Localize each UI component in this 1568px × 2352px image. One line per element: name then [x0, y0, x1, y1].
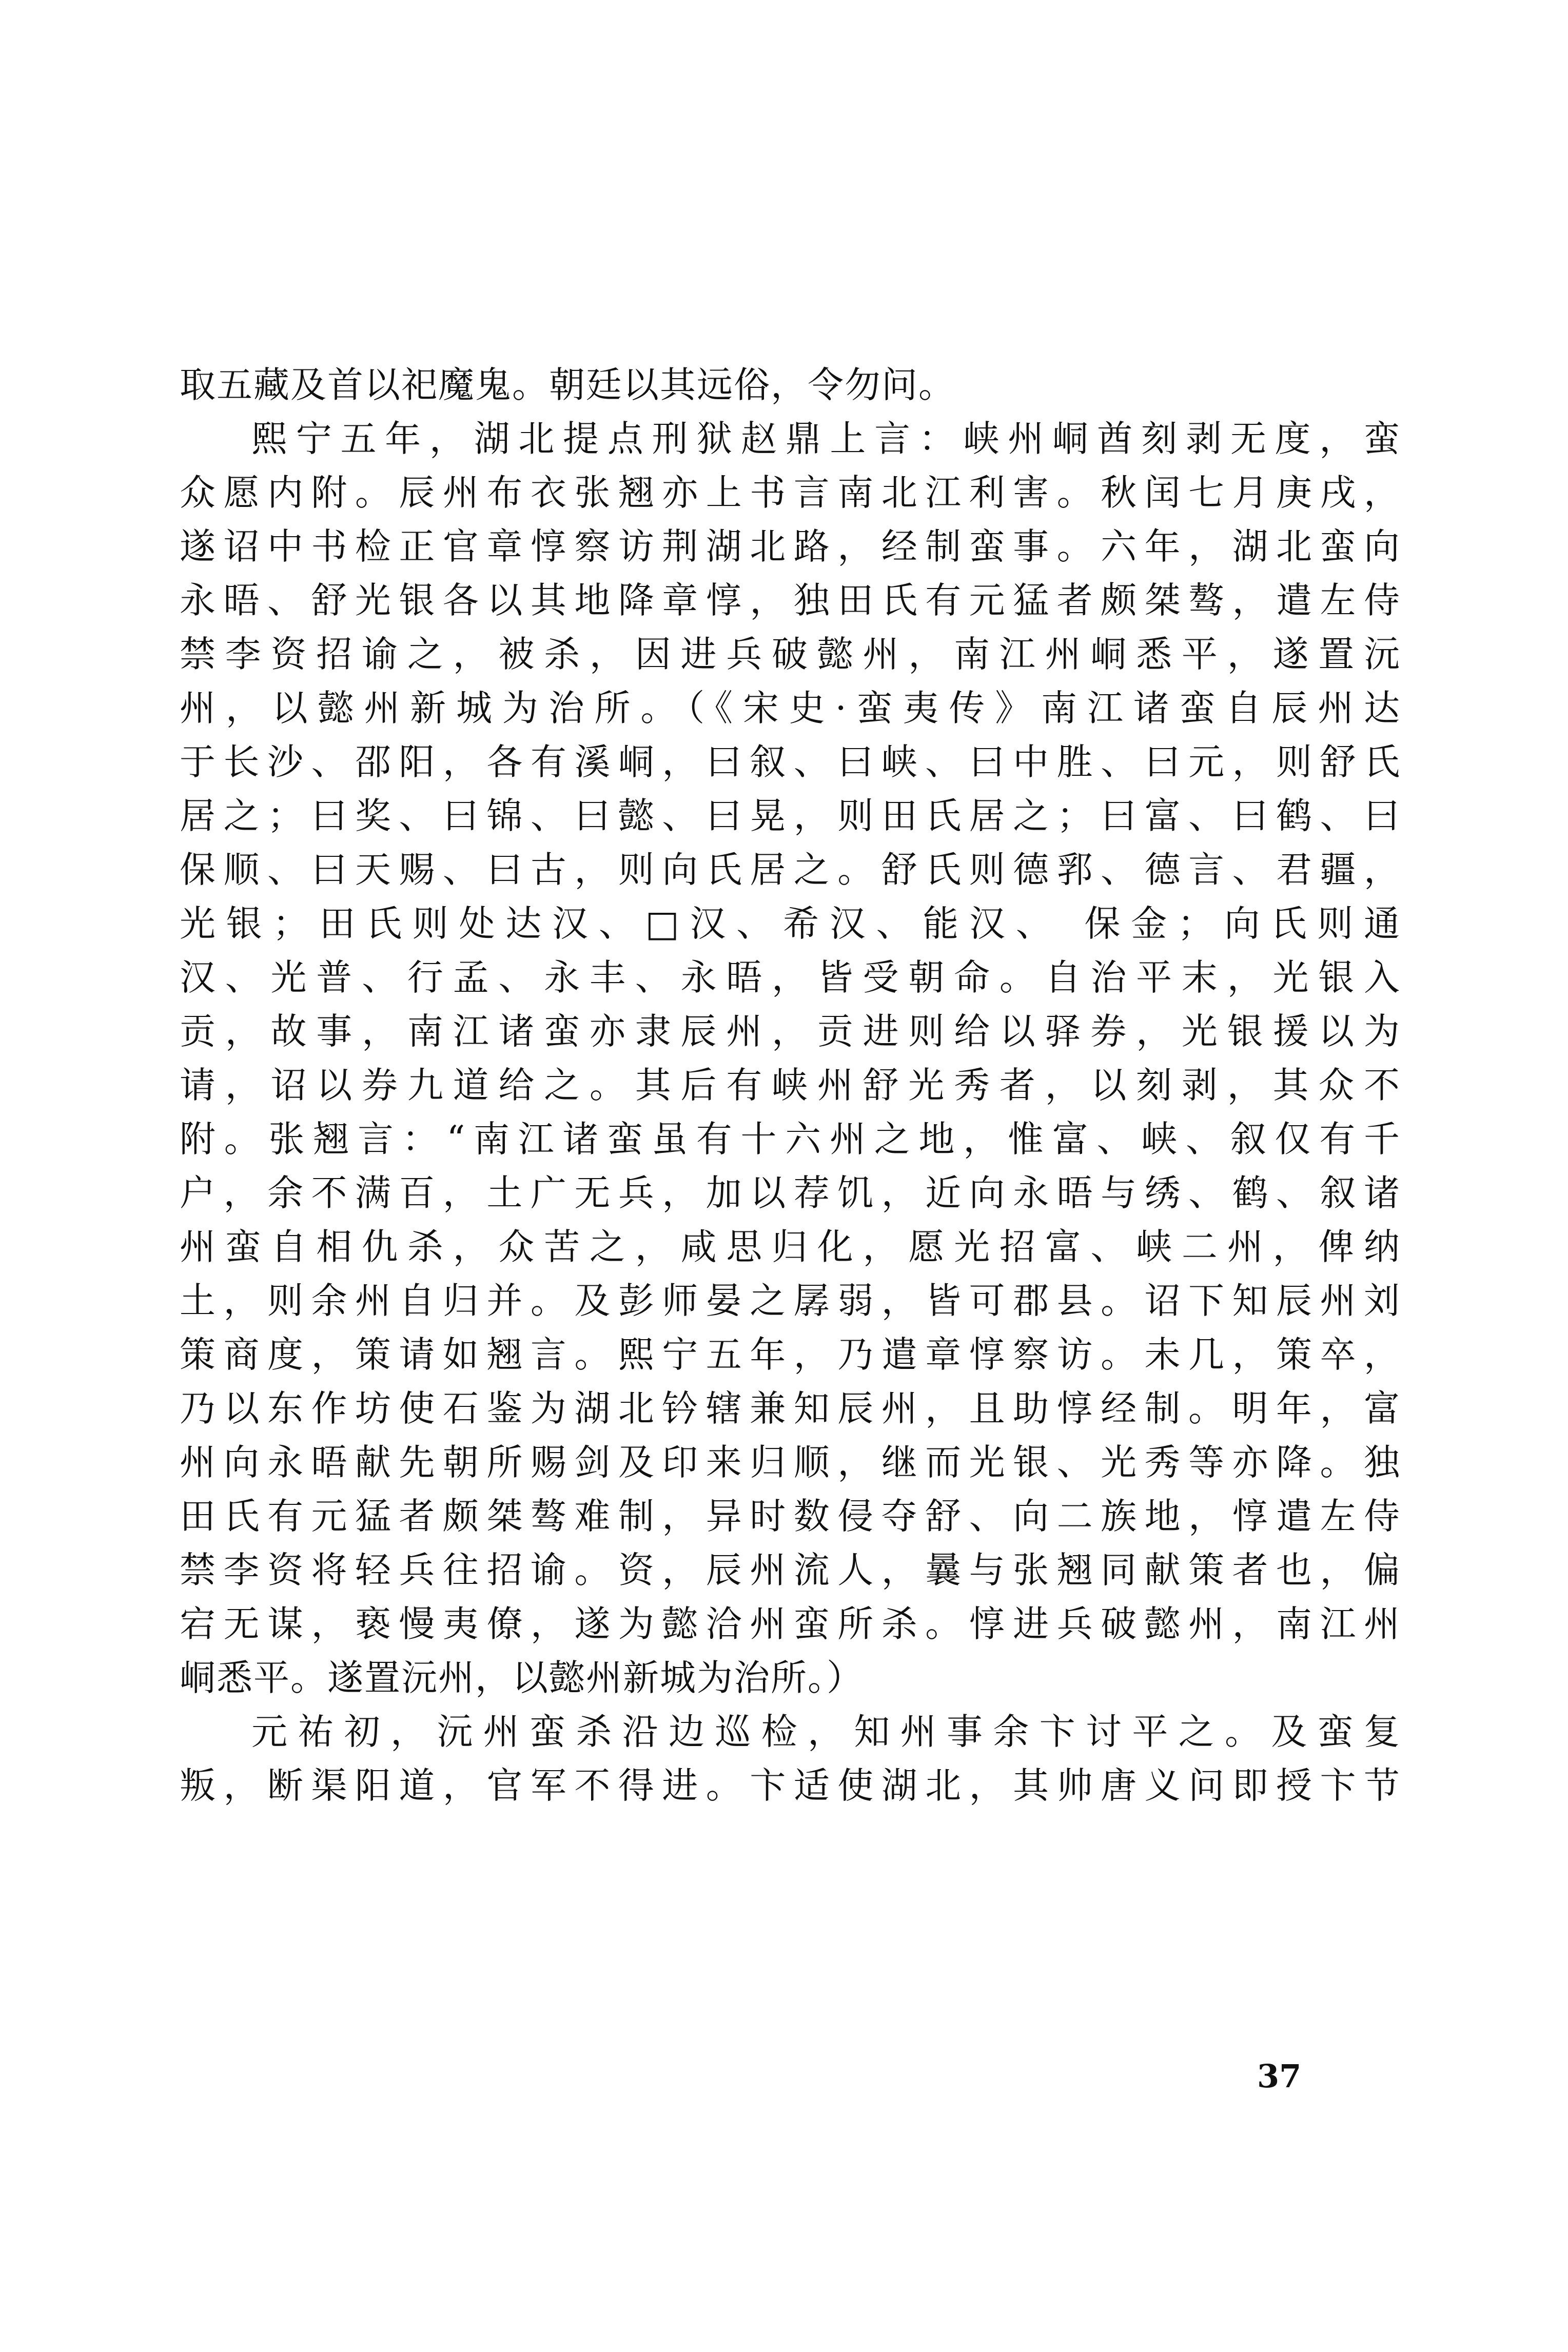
text-line: 叛，断渠阳道，官军不得进。卞适使湖北，其帅唐义问即授卞节 — [180, 1765, 1401, 1807]
text-line: 熙宁五年，湖北提点刑狱赵鼎上言：峡州峒酋刻剥无度，蛮 — [251, 418, 1401, 460]
text-line: 请，诏以券九道给之。其后有峡州舒光秀者，以刻剥，其众不 — [180, 1064, 1401, 1106]
text-line: 附。张翘言：“南江诸蛮虽有十六州之地，惟富、峡、叙仅有千 — [180, 1118, 1401, 1160]
text-line: 州，以懿州新城为治所。（《宋史·蛮夷传》南江诸蛮自辰州达 — [180, 687, 1401, 729]
text-line: 遂诏中书检正官章惇察访荆湖北路，经制蛮事。六年，湖北蛮向 — [180, 525, 1401, 567]
page-number: 37 — [1257, 2057, 1302, 2095]
text-line: 宕无谋，亵慢夷僚，遂为懿洽州蛮所杀。惇进兵破懿州，南江州 — [180, 1603, 1401, 1645]
text-line: 贡，故事，南江诸蛮亦隶辰州，贡进则给以驿券，光银援以为 — [180, 1010, 1401, 1052]
text-line: 户，余不满百，土广无兵，加以荐饥，近向永晤与绣、鹤、叙诸 — [180, 1172, 1401, 1214]
text-line: 元祐初，沅州蛮杀沿边巡检，知州事余卞讨平之。及蛮复 — [251, 1711, 1401, 1753]
text-line: 峒悉平。遂置沅州，以懿州新城为治所。） — [180, 1657, 864, 1699]
text-line: 取五藏及首以祀魔鬼。朝廷以其远俗，令勿问。 — [180, 364, 955, 406]
text-line: 禁李资将轻兵往招谕。资，辰州流人，曩与张翘同献策者也，偏 — [180, 1549, 1401, 1591]
text-line: 保顺、曰天赐、曰古，则向氏居之。舒氏则德郛、德言、君疆， — [180, 849, 1401, 891]
text-line: 永晤、舒光银各以其地降章惇，独田氏有元猛者颇桀骜，遣左侍 — [180, 579, 1401, 621]
text-line: 禁李资招谕之，被杀，因进兵破懿州，南江州峒悉平，遂置沅 — [180, 633, 1401, 675]
text-line: 居之；曰奖、曰锦、曰懿、曰晃，则田氏居之；曰富、曰鹤、曰 — [180, 795, 1401, 837]
text-line: 众愿内附。辰州布衣张翘亦上书言南北江利害。秋闰七月庚戌， — [180, 472, 1401, 514]
text-line: 于长沙、邵阳，各有溪峒，曰叙、曰峡、曰中胜、曰元，则舒氏 — [180, 741, 1401, 783]
text-line: 汉、光普、行孟、永丰、永晤，皆受朝命。自治平末，光银入 — [180, 956, 1401, 998]
text-line: 田氏有元猛者颇桀骜难制，异时数侵夺舒、向二族地，惇遣左侍 — [180, 1495, 1401, 1537]
body-text — [180, 358, 1401, 1813]
text-line: 乃以东作坊使石鉴为湖北钤辖兼知辰州，且助惇经制。明年，富 — [180, 1387, 1401, 1429]
text-line: 策商度，策请如翘言。熙宁五年，乃遣章惇察访。未几，策卒， — [180, 1334, 1401, 1376]
text-line: 州向永晤献先朝所赐剑及印来归顺，继而光银、光秀等亦降。独 — [180, 1441, 1401, 1483]
text-line: 州蛮自相仇杀，众苦之，咸思归化，愿光招富、峡二州，俾纳 — [180, 1226, 1401, 1268]
text-line: 土，则余州自归并。及彭师晏之孱弱，皆可郡县。诏下知辰州刘 — [180, 1280, 1401, 1322]
text-line: 光银；田氏则处达汉、□汉、希汉、能汉、 保金；向氏则通 — [180, 903, 1401, 945]
